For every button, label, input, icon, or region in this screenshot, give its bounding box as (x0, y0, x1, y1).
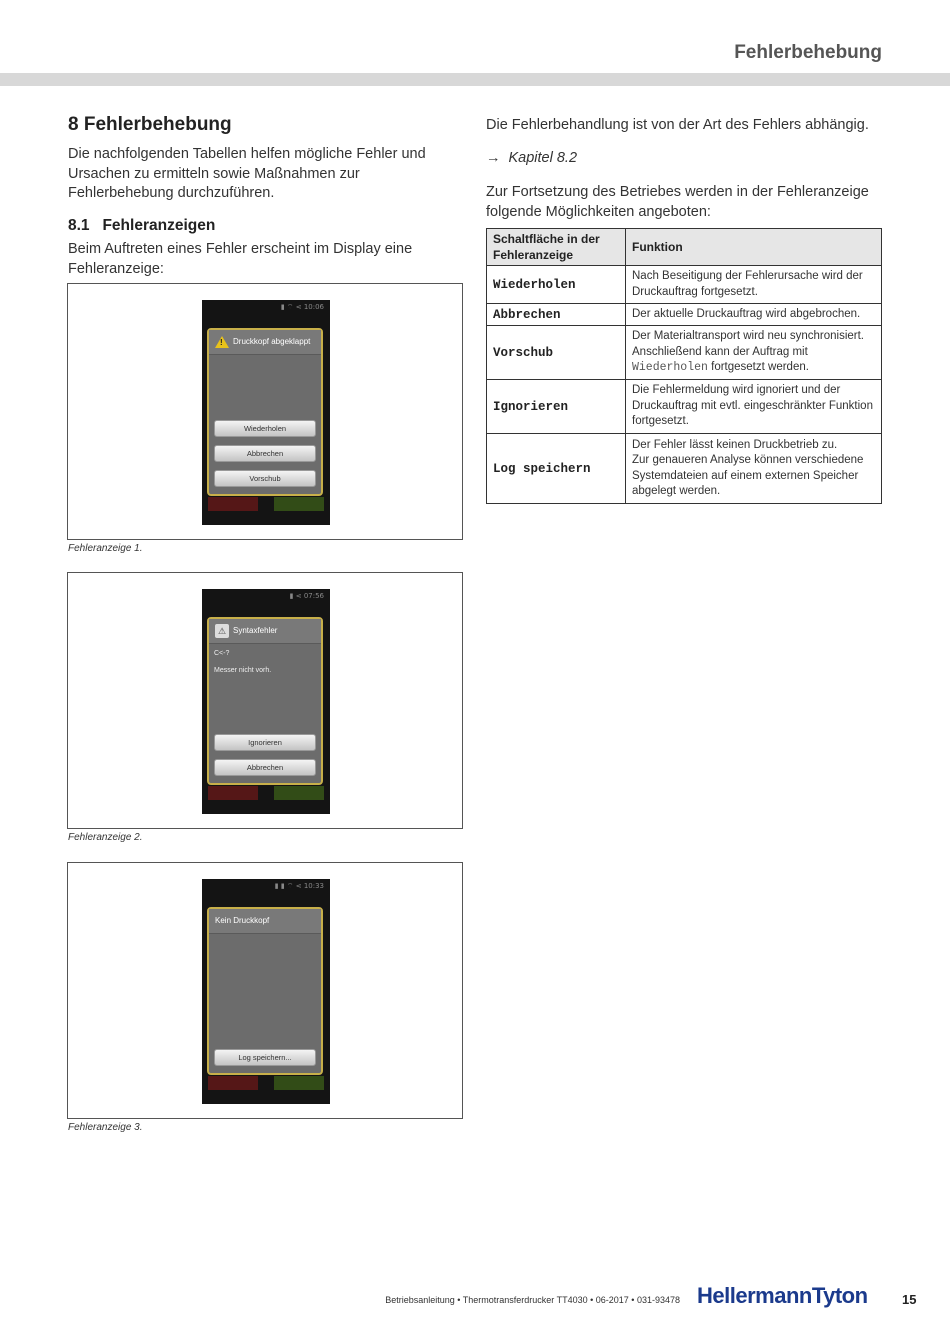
error-dialog (207, 617, 323, 785)
dialog-title: Kein Druckkopf (215, 916, 270, 925)
section-title: 8 Fehlerbehebung (68, 114, 232, 135)
warning-icon: ! (215, 336, 229, 348)
function-cell: Der aktuelle Druckauftrag wird abgebrochen. (626, 304, 882, 326)
status-bar: ▮ ⋖ 07:56 (289, 592, 324, 600)
table-row (487, 326, 882, 380)
table-row (487, 266, 882, 304)
footer-text: Betriebsanleitung • Thermotransferdrucker TT4030 • 06-2017 • 031-93478 (385, 1295, 680, 1305)
subsection-paragraph: Beim Auftreten eines Fehler erscheint im Display eine Fehleranzeige: (68, 241, 413, 277)
page-number: 15 (902, 1292, 917, 1307)
function-cell: Der Fehler lässt keinen Druckbetrieb zu. Zur genaueren Analyse können verschiedene Systemdateien auf einem externen Speicher abgelegt werden. (626, 434, 882, 504)
error-dialog (207, 907, 323, 1075)
function-cell: Nach Beseitigung der Fehlerursache wird der Druckauftrag fortgesetzt. (626, 266, 882, 304)
brand-logo: HellermannTyton (697, 1283, 868, 1308)
handling-paragraph: Die Fehlerbehandlung ist von der Art des Fehlers abhängig. (486, 117, 869, 133)
device-screen (202, 879, 330, 1104)
button-name-cell: Ignorieren (487, 380, 626, 434)
button-name-cell: Vorschub (487, 326, 626, 380)
cancel-key-ghost (208, 497, 258, 511)
clock-time: 07:56 (303, 592, 324, 600)
button-name-cell: Wiederholen (487, 266, 626, 304)
cancel-button[interactable]: Abbrechen (214, 445, 316, 462)
error-dialog (207, 328, 323, 496)
button-name-cell: Abbrechen (487, 304, 626, 326)
ok-key-ghost (274, 497, 324, 511)
save-log-button[interactable]: Log speichern... (214, 1049, 316, 1066)
figure-error-display-2 (67, 572, 463, 829)
cancel-key-ghost (208, 786, 258, 800)
column-header-function: Funktion (626, 229, 882, 266)
table-row (487, 380, 882, 434)
device-screen (202, 589, 330, 814)
options-paragraph: Zur Fortsetzung des Betriebes werden in der Fehleranzeige folgende Möglichkeiten angeboten: (486, 184, 869, 220)
table-row (487, 434, 882, 504)
clock-time: 10:06 (303, 303, 324, 311)
function-text: fortgesetzt werden. (711, 361, 809, 374)
dialog-title-bar (209, 909, 321, 934)
error-actions-table (486, 228, 882, 504)
button-name-cell: Log speichern (487, 434, 626, 504)
column-header-button: Schaltfläche in der Fehleranzeige (487, 229, 626, 266)
figure-caption-3: Fehleranzeige 3. (68, 1122, 143, 1133)
status-bar: ▮ ⌔ ⋖ 10:06 (280, 303, 324, 311)
function-cell: Die Fehlermeldung wird ignoriert und der Druckauftrag mit evtl. eingeschränkter Funktion fortgesetzt. (626, 380, 882, 434)
inline-button-reference: Wiederholen (632, 361, 708, 375)
cancel-button[interactable]: Abbrechen (214, 759, 316, 776)
header-rule (0, 73, 950, 86)
status-bar: ▮ ▮ ⌔ ⋖ 10:33 (274, 882, 324, 890)
arrow-right-icon: → (486, 150, 501, 166)
dialog-message (209, 644, 321, 680)
ok-key-ghost (274, 1076, 324, 1090)
figure-caption-1: Fehleranzeige 1. (68, 543, 143, 554)
figure-caption-2: Fehleranzeige 2. (68, 832, 143, 843)
chapter-reference[interactable] (486, 150, 577, 166)
dialog-title: Syntaxfehler (233, 626, 278, 635)
subsection-title: 8.1 Fehleranzeigen (68, 217, 216, 234)
syntax-error-icon: ⚠ (215, 624, 229, 638)
retry-button[interactable]: Wiederholen (214, 420, 316, 437)
ok-key-ghost (274, 786, 324, 800)
function-text: Der Materialtransport wird neu synchronisiert. Anschließend kann der Auftrag mit (632, 330, 865, 358)
dialog-title-bar (209, 619, 321, 644)
intro-paragraph: Die nachfolgenden Tabellen helfen mögliche Fehler und Ursachen zu ermitteln sowie Maßnahmen zur Fehlerbehebung durchzuführen. (68, 146, 426, 201)
running-header-title: Fehlerbehebung (734, 42, 882, 63)
message-line: C<-? (214, 650, 230, 657)
message-line: Messer nicht vorh. (214, 667, 272, 674)
figure-error-display-3 (67, 862, 463, 1119)
dialog-title-bar (209, 330, 321, 355)
ignore-button[interactable]: Ignorieren (214, 734, 316, 751)
figure-error-display-1 (67, 283, 463, 540)
chapter-reference-label: Kapitel 8.2 (508, 150, 578, 166)
function-cell (626, 326, 882, 380)
dialog-title: Druckkopf abgeklappt (233, 337, 311, 346)
cancel-key-ghost (208, 1076, 258, 1090)
feed-button[interactable]: Vorschub (214, 470, 316, 487)
clock-time: 10:33 (303, 882, 324, 890)
table-header-row (487, 229, 882, 266)
table-row (487, 304, 882, 326)
device-screen (202, 300, 330, 525)
